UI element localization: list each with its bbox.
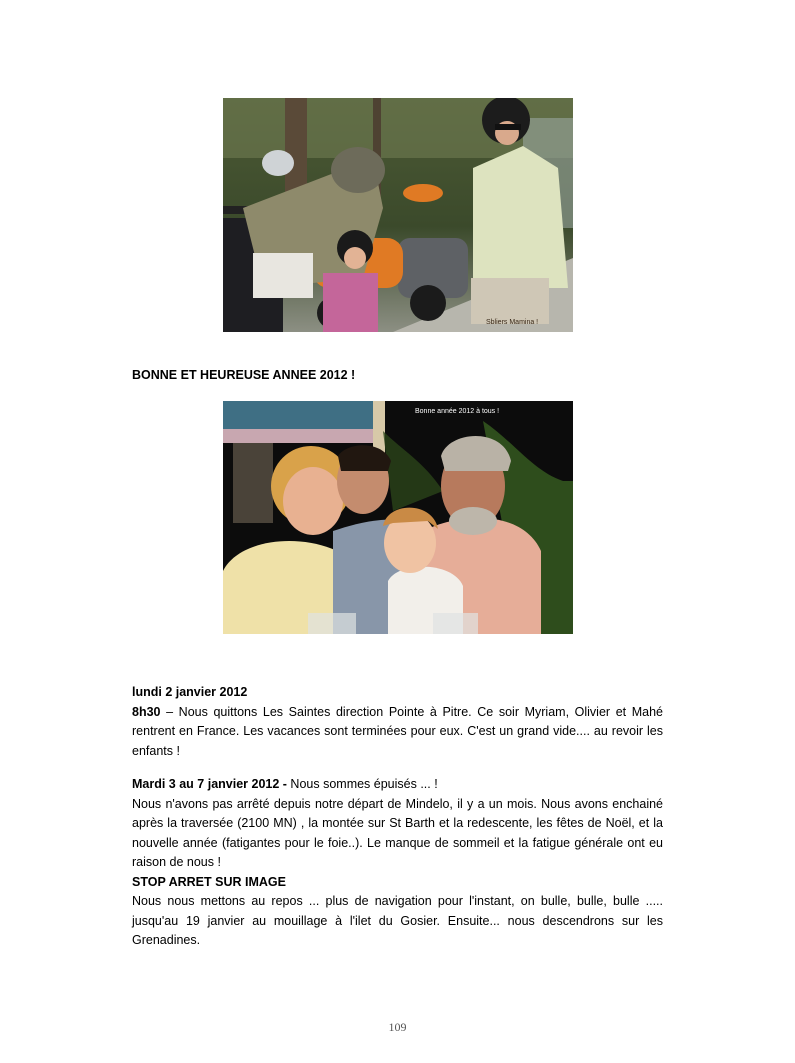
entry-date: Mardi 3 au 7 janvier 2012 - xyxy=(132,777,287,791)
entry-subheading: STOP ARRET SUR IMAGE xyxy=(132,874,286,889)
entry-text: – Nous quittons Les Saintes direction Pointe à Pitre. Ce soir Myriam, Olivier et Mahé rentrent en France. Les vacances sont terminées pour eux. C'est un grand vide.... au revoir les enfants ! xyxy=(132,704,663,758)
entry-january-3-to-7 xyxy=(132,775,663,951)
photo-family-scooter xyxy=(223,98,573,332)
entry-date: lundi 2 janvier 2012 xyxy=(132,685,248,699)
page-number: 109 xyxy=(388,1020,407,1034)
entry-header-line xyxy=(132,775,663,795)
photo-family-restaurant-icon xyxy=(223,401,573,634)
entry-paragraph: Nous n'avons pas arrêté depuis notre départ de Mindelo, il y a un mois. Nous avons enchainé après la traversée (2100 MN) , la montée sur St Barth et la redescente, les fêtes de Noël, et la nouvelle année (fatigantes pour le foie..). Le manque de sommeil et la fatigue générale ont eu raison de nous ! xyxy=(132,796,663,869)
entry-paragraph xyxy=(132,703,663,762)
photo-family-scooter-icon xyxy=(223,98,573,332)
entry-paragraph: Nous nous mettons au repos ... plus de navigation pour l'instant, on bulle, bulle, bulle ..... jusqu'au 19 janvier au mouillage à l'ilet du Gosier. Ensuite... nous descendrons sur les Grenadines. xyxy=(132,894,663,947)
entry-title: Nous sommes épuisés ... ! xyxy=(286,777,438,791)
entry-time: 8h30 xyxy=(132,704,161,719)
new-year-heading: BONNE ET HEUREUSE ANNEE 2012 ! xyxy=(132,368,356,382)
photo-family-restaurant xyxy=(223,401,573,634)
photo-caption: Bonne année 2012 à tous ! xyxy=(415,408,500,415)
photo-watermark: Sbliers Mamina ! xyxy=(486,319,539,326)
entry-january-2 xyxy=(132,683,663,761)
